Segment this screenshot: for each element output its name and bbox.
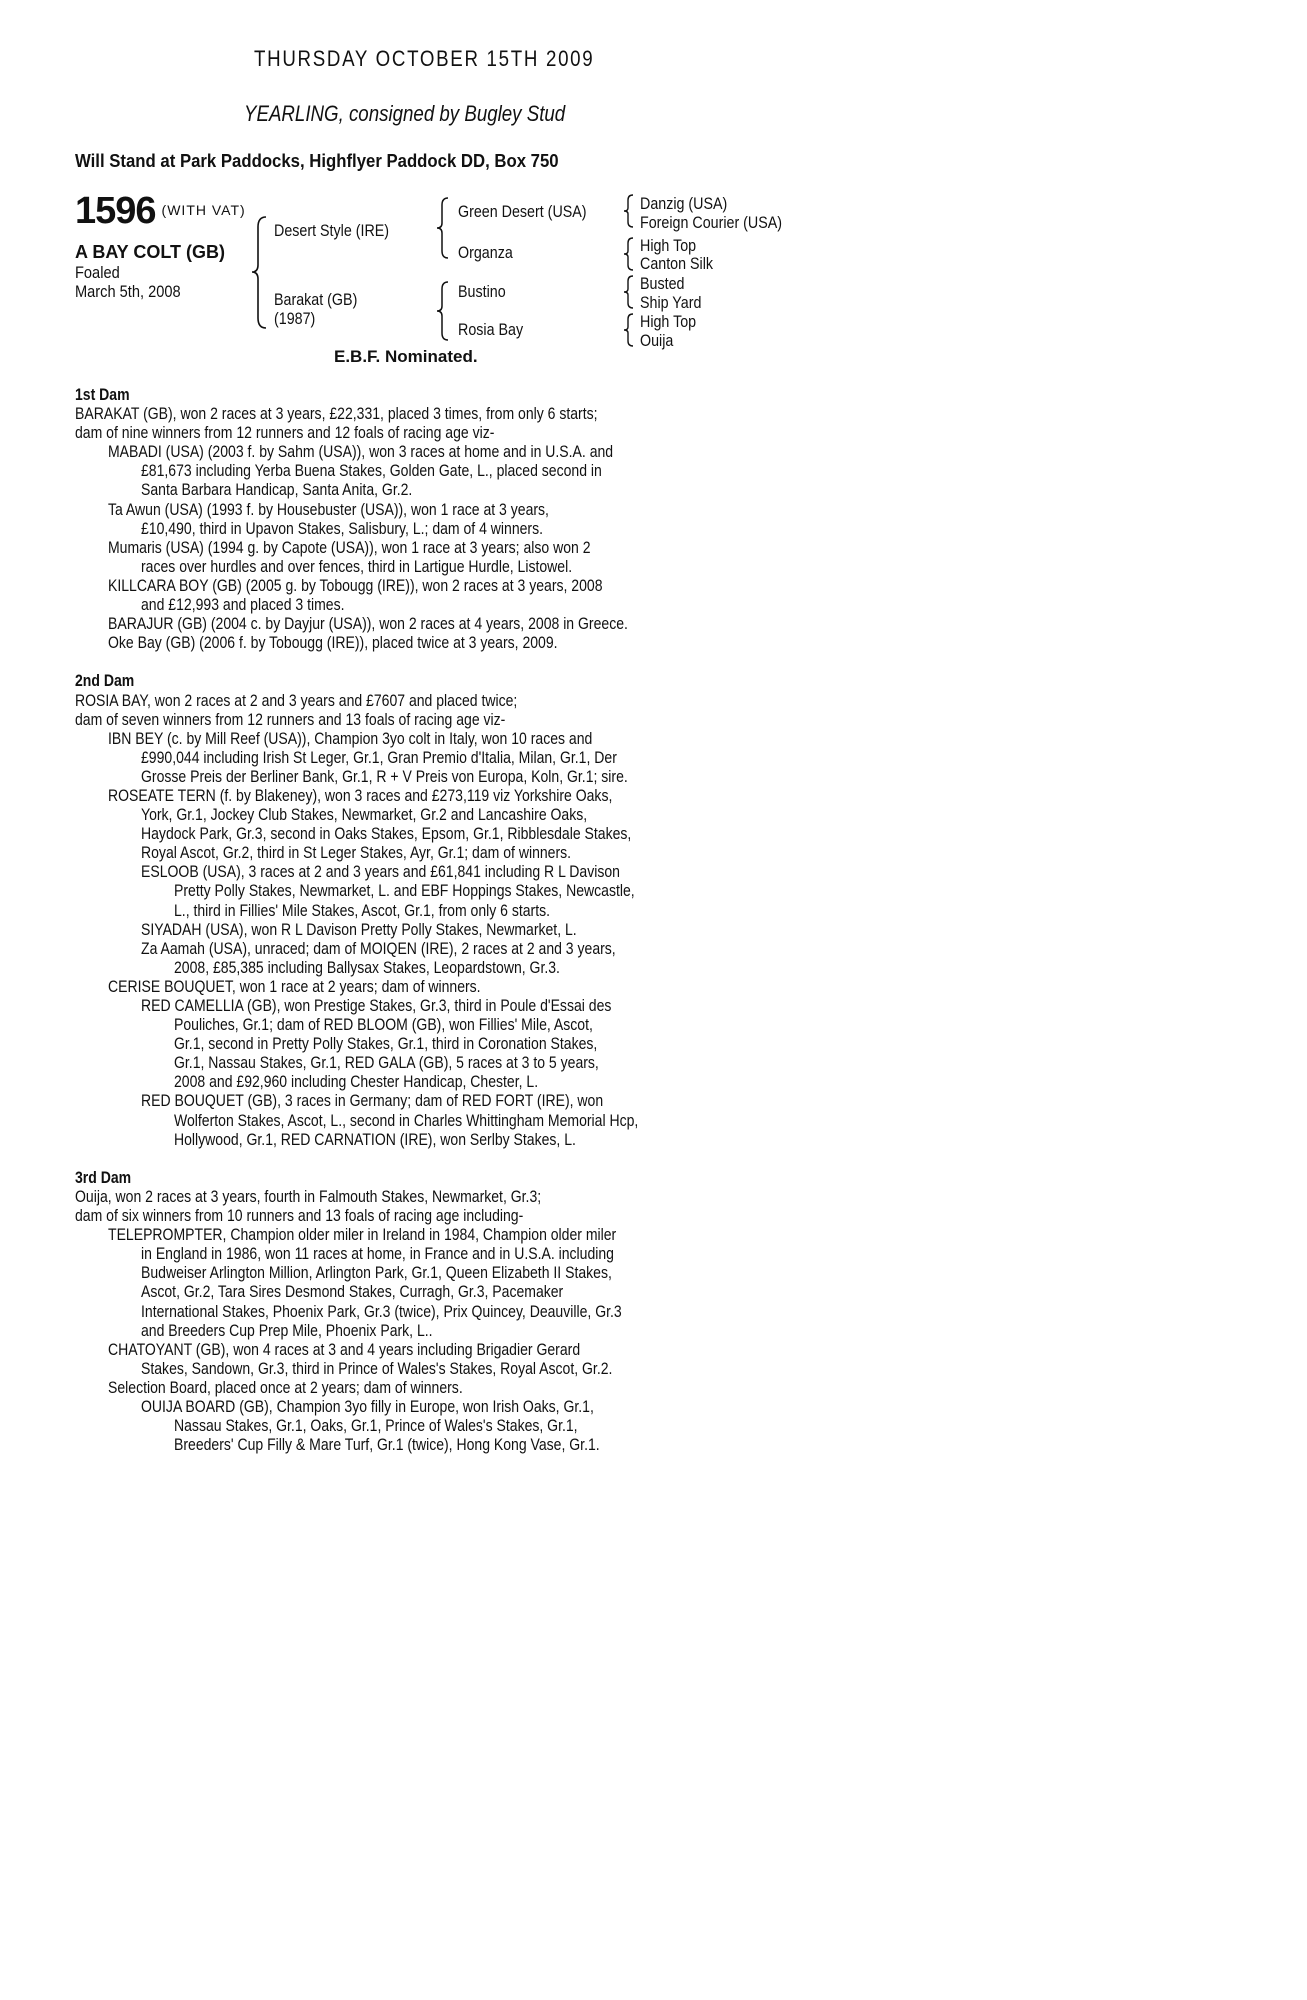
foaled-date: March 5th, 2008 bbox=[75, 282, 181, 301]
text-line: Santa Barbara Handicap, Santa Anita, Gr.2. bbox=[141, 481, 413, 500]
first-dam-heading: 1st Dam bbox=[75, 386, 130, 404]
text-line: Selection Board, placed once at 2 years; dam of winners. bbox=[108, 1378, 463, 1397]
text-line: TELEPROMPTER, Champion older miler in Ireland in 1984, Champion older miler bbox=[108, 1226, 617, 1245]
dam-records bbox=[75, 386, 755, 1455]
text-line: Grosse Preis der Berliner Bank, Gr.1, R + V Preis von Europa, Koln, Gr.1; sire. bbox=[141, 767, 628, 786]
text-line: Ta Awun (USA) (1993 f. by Housebuster (USA)), won 1 race at 3 years, bbox=[108, 500, 549, 519]
text-line: Gr.1, Nassau Stakes, Gr.1, RED GALA (GB), 5 races at 3 to 5 years, bbox=[174, 1054, 599, 1073]
ebf-nominated: E.B.F. Nominated. bbox=[334, 347, 478, 366]
text-line: OUIJA BOARD (GB), Champion 3yo filly in Europe, won Irish Oaks, Gr.1, bbox=[141, 1397, 594, 1416]
text-line: 2008 and £92,960 including Chester Handicap, Chester, L. bbox=[174, 1073, 539, 1092]
text-line: BARAKAT (GB), won 2 races at 3 years, £22,331, placed 3 times, from only 6 starts; bbox=[75, 405, 598, 424]
text-line: Ascot, Gr.2, Tara Sires Desmond Stakes, Curragh, Gr.3, Pacemaker bbox=[141, 1283, 564, 1302]
pedigree-brace-gg1 bbox=[622, 193, 636, 229]
text-line: Pouliches, Gr.1; dam of RED BLOOM (GB), won Fillies' Mile, Ascot, bbox=[174, 1016, 593, 1035]
pedigree-ggs-8: Ouija bbox=[640, 331, 674, 350]
text-line: Ouija, won 2 races at 3 years, fourth in Falmouth Stakes, Newmarket, Gr.3; bbox=[75, 1187, 542, 1206]
pedigree-dam-dam: Rosia Bay bbox=[458, 320, 524, 339]
text-line: CHATOYANT (GB), won 4 races at 3 and 4 years including Brigadier Gerard bbox=[108, 1340, 581, 1359]
pedigree-sire-dam: Organza bbox=[458, 243, 513, 262]
text-line: KILLCARA BOY (GB) (2005 g. by Tobougg (IRE)), won 2 races at 3 years, 2008 bbox=[108, 576, 603, 595]
lot-number: 1596 bbox=[75, 190, 156, 232]
text-line: Wolferton Stakes, Ascot, L., second in Charles Whittingham Memorial Hcp, bbox=[174, 1111, 639, 1130]
stabling-location: Will Stand at Park Paddocks, Highflyer Paddock DD, Box 750 bbox=[75, 151, 559, 171]
text-line: ROSIA BAY, won 2 races at 2 and 3 years and £7607 and placed twice; bbox=[75, 691, 518, 710]
text-line: £990,044 including Irish St Leger, Gr.1, Gran Premio d'Italia, Milan, Gr.1, Der bbox=[141, 748, 617, 767]
text-line: L., third in Fillies' Mile Stakes, Ascot, Gr.1, from only 6 starts. bbox=[174, 901, 551, 920]
text-line: 2008, £85,385 including Ballysax Stakes, Leopardstown, Gr.3. bbox=[174, 958, 560, 977]
pedigree-dam-sire: Bustino bbox=[458, 282, 506, 301]
pedigree-sire: Desert Style (IRE) bbox=[274, 221, 390, 240]
text-line: and £12,993 and placed 3 times. bbox=[141, 596, 345, 615]
text-line: races over hurdles and over fences, third in Lartigue Hurdle, Listowel. bbox=[141, 557, 573, 576]
text-line: RED BOUQUET (GB), 3 races in Germany; dam of RED FORT (IRE), won bbox=[141, 1092, 604, 1111]
text-line: Pretty Polly Stakes, Newmarket, L. and EBF Hoppings Stakes, Newcastle, bbox=[174, 882, 635, 901]
text-line: International Stakes, Phoenix Park, Gr.3 (twice), Prix Quincey, Deauville, Gr.3 bbox=[141, 1302, 622, 1321]
pedigree-brace-gg2 bbox=[622, 236, 636, 272]
text-line: Za Aamah (USA), unraced; dam of MOIQEN (IRE), 2 races at 2 and 3 years, bbox=[141, 939, 616, 958]
horse-name: A BAY COLT (GB) bbox=[75, 242, 226, 262]
pedigree-dam: Barakat (GB) bbox=[274, 290, 358, 309]
text-line: IBN BEY (c. by Mill Reef (USA)), Champion 3yo colt in Italy, won 10 races and bbox=[108, 729, 593, 748]
text-line: RED CAMELLIA (GB), won Prestige Stakes, Gr.3, third in Poule d'Essai des bbox=[141, 997, 612, 1015]
vat-note: (WITH VAT) bbox=[161, 202, 246, 218]
text-line: CERISE BOUQUET, won 1 race at 2 years; dam of winners. bbox=[108, 977, 481, 996]
pedigree-ggs-1: Danzig (USA) bbox=[640, 194, 728, 213]
text-line: York, Gr.1, Jockey Club Stakes, Newmarket, Gr.2 and Lancashire Oaks, bbox=[141, 806, 588, 825]
text-line: Breeders' Cup Filly & Mare Turf, Gr.1 (twice), Hong Kong Vase, Gr.1. bbox=[174, 1436, 600, 1455]
text-line: Mumaris (USA) (1994 g. by Capote (USA)), won 1 race at 3 years; also won 2 bbox=[108, 538, 591, 557]
text-line: Haydock Park, Gr.3, second in Oaks Stakes, Epsom, Gr.1, Ribblesdale Stakes, bbox=[141, 825, 632, 844]
text-line: SIYADAH (USA), won R L Davison Pretty Polly Stakes, Newmarket, L. bbox=[141, 920, 577, 939]
text-line: dam of seven winners from 12 runners and 13 foals of racing age viz- bbox=[75, 710, 506, 729]
lot-header bbox=[75, 190, 246, 233]
text-line: MABADI (USA) (2003 f. by Sahm (USA)), won 3 races at home and in U.S.A. and bbox=[108, 443, 614, 462]
pedigree-brace-gg4 bbox=[622, 312, 636, 348]
pedigree-brace-main bbox=[250, 215, 270, 330]
text-line: ESLOOB (USA), 3 races at 2 and 3 years and £61,841 including R L Davison bbox=[141, 863, 620, 882]
pedigree-ggs-4: Canton Silk bbox=[640, 254, 714, 273]
text-line: Royal Ascot, Gr.2, third in St Leger Stakes, Ayr, Gr.1; dam of winners. bbox=[141, 844, 572, 863]
pedigree-ggs-3: High Top bbox=[640, 236, 697, 255]
text-line: Stakes, Sandown, Gr.3, third in Prince of Wales's Stakes, Royal Ascot, Gr.2. bbox=[141, 1359, 613, 1378]
pedigree-ggs-5: Busted bbox=[640, 274, 685, 293]
pedigree-ggs-6: Ship Yard bbox=[640, 293, 702, 312]
consignor-line: YEARLING, consigned by Bugley Stud bbox=[244, 101, 566, 126]
text-line: Hollywood, Gr.1, RED CARNATION (IRE), won Serlby Stakes, L. bbox=[174, 1130, 576, 1149]
pedigree-dam-year: (1987) bbox=[274, 309, 316, 328]
pedigree-brace-gg3 bbox=[622, 274, 636, 310]
text-line: £81,673 including Yerba Buena Stakes, Golden Gate, L., placed second in bbox=[141, 462, 602, 481]
pedigree-ggs-2: Foreign Courier (USA) bbox=[640, 213, 783, 232]
text-line: Gr.1, second in Pretty Polly Stakes, Gr.1, third in Coronation Stakes, bbox=[174, 1035, 598, 1054]
pedigree-brace-dam bbox=[435, 280, 451, 342]
text-line: Budweiser Arlington Million, Arlington Park, Gr.1, Queen Elizabeth II Stakes, bbox=[141, 1264, 612, 1283]
text-line: BARAJUR (GB) (2004 c. by Dayjur (USA)), won 2 races at 4 years, 2008 in Greece. bbox=[108, 615, 628, 634]
pedigree-brace-sire bbox=[435, 196, 451, 260]
second-dam-heading: 2nd Dam bbox=[75, 672, 135, 691]
sale-date: THURSDAY OCTOBER 15TH 2009 bbox=[254, 46, 595, 71]
third-dam-heading: 3rd Dam bbox=[75, 1168, 132, 1187]
text-line: dam of six winners from 10 runners and 13 foals of racing age including- bbox=[75, 1207, 524, 1226]
text-line: in England in 1986, won 11 races at home, in France and in U.S.A. including bbox=[141, 1245, 614, 1264]
text-line: and Breeders Cup Prep Mile, Phoenix Park, L.. bbox=[141, 1321, 433, 1340]
pedigree-ggs-7: High Top bbox=[640, 312, 697, 331]
pedigree-sire-sire: Green Desert (USA) bbox=[458, 202, 587, 221]
text-line: Nassau Stakes, Gr.1, Oaks, Gr.1, Prince of Wales's Stakes, Gr.1, bbox=[174, 1417, 578, 1436]
text-line: £10,490, third in Upavon Stakes, Salisbury, L.; dam of 4 winners. bbox=[141, 519, 544, 538]
text-line: dam of nine winners from 12 runners and 12 foals of racing age viz- bbox=[75, 424, 495, 443]
text-line: Oke Bay (GB) (2006 f. by Tobougg (IRE)), placed twice at 3 years, 2009. bbox=[108, 634, 558, 653]
text-line: ROSEATE TERN (f. by Blakeney), won 3 races and £273,119 viz Yorkshire Oaks, bbox=[108, 786, 613, 805]
foaled-label: Foaled bbox=[75, 263, 120, 282]
